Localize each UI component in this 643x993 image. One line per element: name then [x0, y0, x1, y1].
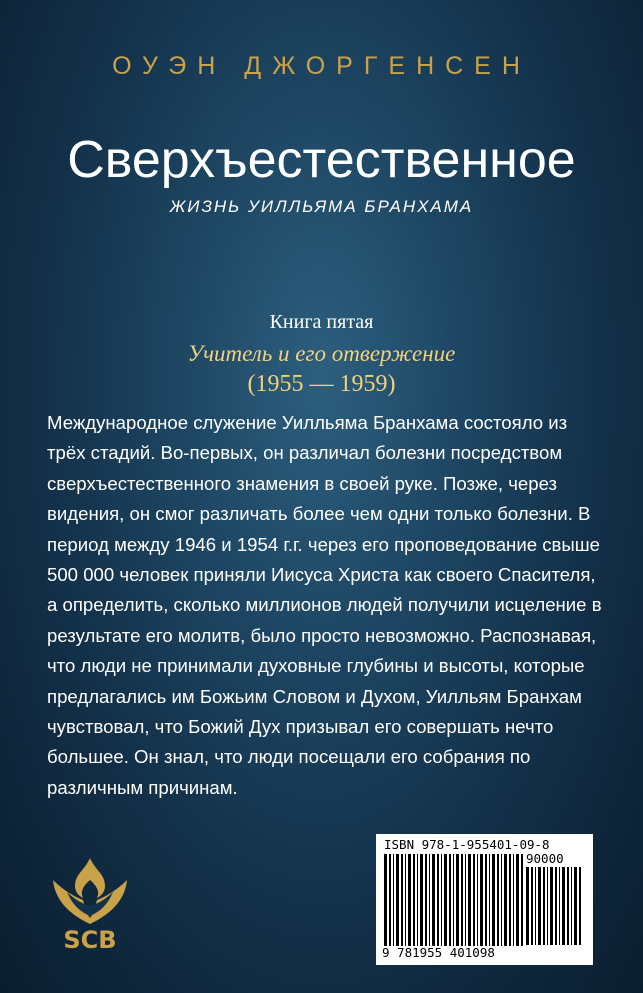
barcode-bar	[489, 854, 490, 946]
barcode-bar	[461, 854, 463, 946]
volume-title: Учитель и его отвержение	[187, 341, 456, 366]
barcode-bar	[504, 854, 507, 946]
barcode-bar	[453, 854, 454, 946]
price-code-label: 90000	[526, 851, 564, 866]
barcode-bar	[420, 854, 423, 946]
barcode-bar	[516, 854, 519, 946]
barcode-bar	[547, 867, 548, 945]
barcode-bar	[417, 854, 418, 946]
book-number: Книга пятая	[269, 311, 374, 333]
barcode-bar	[449, 854, 451, 946]
barcode-bar	[396, 854, 399, 946]
barcode-bar	[574, 867, 577, 945]
barcode-box	[376, 834, 593, 965]
barcode-bar	[465, 854, 466, 946]
barcode-bar	[456, 854, 459, 946]
barcode-bar	[468, 854, 471, 946]
isbn-label: ISBN 978-1-955401-09-8	[384, 837, 550, 852]
flame-logo-icon	[45, 856, 135, 928]
barcode-bar	[413, 854, 415, 946]
barcode-bar	[538, 867, 541, 945]
barcode-bar	[571, 867, 572, 945]
barcode-bar	[437, 854, 439, 946]
blurb-text: Международное служение Уилльяма Бранхама состояло из трёх стадий. Во-первых, он различал болезни посредством сверхъестественного знамения в своей руке. Позже, через видения, он смог различать более чем одни только болезни. В период между 1946 и 1954 г.г. через его проповедование свыше 500 000 человек приняли Иисуса Христа как своего Спасителя, а определить, сколько миллионов людей получили исцеление в результате его молитв, было просто невозможно. Распознавая, что люди не принимали духовные глубины и высоты, которые предлагались им Божьим Словом и Духом, Уилльям Бранхам чувствовал, что Божий Дух призывал его совершать нечто большее. Он знал, что люди посещали его собрания по различным причинам.	[47, 412, 602, 798]
barcode-bar	[562, 867, 565, 945]
barcode-bar	[477, 854, 478, 946]
barcode-bar	[543, 867, 545, 945]
barcode-bar	[485, 854, 487, 946]
barcode-bar	[429, 854, 430, 946]
book-subtitle: ЖИЗНЬ УИЛЛЬЯМА БРАНХАМА	[169, 197, 474, 216]
barcode-bar	[509, 854, 511, 946]
barcode-bar	[550, 867, 553, 945]
barcode-bar	[492, 854, 495, 946]
publisher-logo-text: SCB	[63, 926, 117, 954]
barcode-bar	[526, 867, 529, 945]
volume-years: (1955 — 1959)	[247, 371, 396, 397]
barcode-bar	[501, 854, 502, 946]
barcode-bar	[559, 867, 560, 945]
barcode-bar	[444, 854, 447, 946]
book-title: Сверхъестественное	[67, 131, 576, 189]
barcode-bar	[405, 854, 406, 946]
barcode-bar	[480, 854, 483, 946]
barcode-bar	[425, 854, 427, 946]
barcode-bar	[555, 867, 557, 945]
barcode-bar	[384, 854, 387, 946]
barcode-bar	[497, 854, 499, 946]
barcode-bar	[393, 854, 394, 946]
barcode-bar	[401, 854, 403, 946]
barcode-bar	[579, 867, 581, 945]
barcode-bars	[384, 854, 524, 946]
barcode-bar	[535, 867, 536, 945]
barcode-addon-bars	[526, 867, 584, 945]
barcode-bar	[567, 867, 569, 945]
barcode-bar	[389, 854, 391, 946]
barcode-bar	[531, 867, 533, 945]
barcode-digits: 9 781955 401098	[382, 945, 495, 960]
barcode-bar	[441, 854, 442, 946]
barcode-bar	[473, 854, 475, 946]
author-name: ОУЭН ДЖОРГЕНСЕН	[112, 52, 531, 80]
barcode-bar	[408, 854, 411, 946]
barcode-bar	[432, 854, 435, 946]
barcode-bar	[513, 854, 514, 946]
publisher-logo	[45, 856, 135, 952]
barcode-bar	[521, 854, 523, 946]
